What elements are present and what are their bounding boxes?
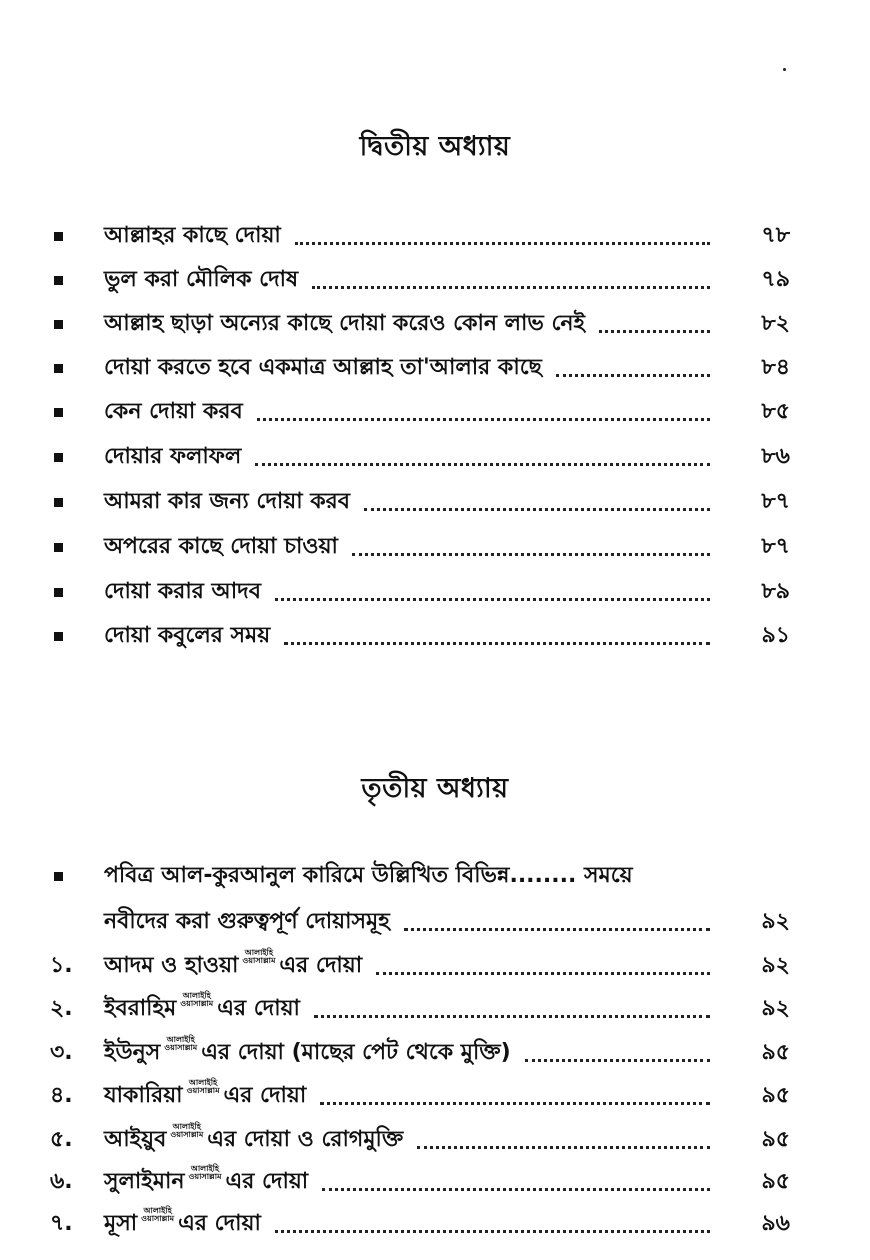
toc-entry (0, 572, 870, 612)
toc-entry (0, 946, 870, 986)
bullet-icon (54, 364, 63, 373)
honorific: আলাইহি ওয়াসাল্লাম (180, 991, 214, 1009)
entry-title (104, 1122, 403, 1159)
entry-title (104, 1078, 306, 1115)
toc-entry-intro (0, 856, 870, 896)
dot-leader (404, 928, 710, 931)
entry-page: ৯৫ (761, 1039, 790, 1065)
entry-page: ৯২ (761, 952, 790, 978)
toc-entry (0, 989, 870, 1029)
toc-entry (0, 260, 870, 300)
dot-leader (320, 1102, 710, 1105)
entry-title: ভুল করা মৌলিক দোষ (104, 266, 299, 292)
toc-entry (0, 1120, 870, 1160)
honorific: আলাইহি ওয়াসাল্লাম (170, 1122, 204, 1140)
entry-page: ৮২ (761, 310, 790, 336)
entry-page: ৯৫ (761, 1168, 790, 1194)
toc-entry (0, 1204, 870, 1244)
entry-title: অপরের কাছে দোয়া চাওয়া (104, 533, 338, 559)
entry-page: ৯৬ (761, 1210, 790, 1236)
chapter3-heading: তৃতীয় অধ্যায় (361, 773, 509, 804)
toc-entry (0, 527, 870, 567)
toc-entry (0, 348, 870, 388)
bullet-icon (54, 872, 63, 881)
prophet-name: যাকারিয়া (104, 1082, 183, 1108)
bullet-icon (54, 320, 63, 329)
entry-page: ৭৮ (761, 222, 790, 248)
dot-leader (322, 1188, 710, 1191)
prophet-name: সুলাইমান (104, 1168, 185, 1194)
bullet-icon (54, 453, 63, 462)
entry-suffix: এর দোয়া (178, 1210, 261, 1236)
bullet-icon (54, 232, 63, 241)
dot-leader (275, 1230, 710, 1233)
entry-suffix: এর দোয়া ও রোগমুক্তি (207, 1126, 404, 1152)
entry-title-line2: নবীদের করা গুরুত্বপূর্ণ দোয়াসমূহ (104, 908, 390, 934)
entry-page: ৯২ (761, 908, 790, 934)
entry-number: ৭. (50, 1210, 73, 1236)
toc-entry (0, 482, 870, 522)
honorific: আলাইহি ওয়াসাল্লাম (186, 1078, 220, 1096)
toc-entry (0, 1162, 870, 1202)
dot-leader (376, 972, 710, 975)
entry-number: ৬. (50, 1168, 73, 1194)
entry-title (104, 991, 300, 1028)
dot-leader (352, 553, 710, 556)
entry-suffix: এর দোয়া (225, 1168, 309, 1194)
bullet-icon (54, 408, 63, 417)
dot-leader (314, 1015, 710, 1018)
entry-title: দোয়া কবুলের সময় (104, 622, 271, 648)
toc-entry (0, 1033, 870, 1073)
prophet-name: ইবরাহিম (104, 995, 177, 1021)
entry-suffix: এর দোয়া (মাছের পেট থেকে মুক্তি) (201, 1039, 511, 1065)
bullet-icon (54, 498, 63, 507)
dot-leader (599, 330, 710, 333)
dot-leader (417, 1146, 710, 1149)
toc-entry (0, 437, 870, 477)
entry-title: দোয়া করতে হবে একমাত্র আল্লাহ তা'আলার কাছে (104, 354, 542, 380)
dot-leader (284, 642, 710, 645)
honorific: আলাইহি ওয়াসাল্লাম (188, 1164, 222, 1182)
entry-number: ৩. (50, 1039, 73, 1065)
entry-title (104, 1164, 308, 1201)
entry-title-line1: পবিত্র আল-কুরআনুল কারিমে উল্লিখিত বিভিন্ন........ সময়ে (104, 862, 633, 888)
prophet-name: আইয়ুব (104, 1126, 167, 1152)
bullet-icon (54, 276, 63, 285)
entry-number: ২. (50, 995, 73, 1021)
toc-entry-intro-cont (0, 902, 870, 942)
entry-number: ৪. (50, 1082, 73, 1108)
entry-title: দোয়া করার আদব (104, 578, 261, 604)
dot-leader (312, 286, 710, 289)
entry-number: ৫. (50, 1126, 73, 1152)
dot-leader (255, 463, 710, 466)
entry-title: আল্লাহর কাছে দোয়া (104, 222, 281, 248)
entry-suffix: এর দোয়া (279, 952, 363, 978)
dot-leader (525, 1059, 710, 1062)
toc-entry (0, 304, 870, 344)
entry-page: ৮৭ (761, 533, 790, 559)
toc-entry (0, 1076, 870, 1116)
entry-number: ১. (50, 952, 73, 978)
entry-title: আল্লাহ ছাড়া অন্যের কাছে দোয়া করেও কোন লাভ নেই (104, 310, 585, 336)
toc-entry (0, 216, 870, 256)
entry-title (104, 1206, 261, 1243)
prophet-name: মূসা (104, 1210, 138, 1236)
entry-title: আমরা কার জন্য দোয়া করব (104, 488, 351, 514)
entry-page: ৯১ (761, 622, 790, 648)
dot-leader (275, 598, 710, 601)
entry-page: ৭৯ (761, 266, 790, 292)
chapter2-heading: দ্বিতীয় অধ্যায় (359, 131, 511, 162)
prophet-name: আদম ও হাওয়া (104, 952, 239, 978)
entry-page: ৮৪ (761, 354, 790, 380)
honorific: আলাইহি ওয়াসাল্লাম (242, 948, 276, 966)
toc-entry (0, 616, 870, 656)
entry-page: ৯২ (761, 995, 790, 1021)
entry-page: ৯৫ (761, 1082, 790, 1108)
entry-page: ৮৬ (761, 443, 790, 469)
entry-suffix: এর দোয়া (217, 995, 300, 1021)
ink-speck (783, 68, 786, 71)
bullet-icon (54, 543, 63, 552)
entry-page: ৮৯ (761, 578, 790, 604)
entry-title (104, 948, 362, 985)
bullet-icon (54, 632, 63, 641)
entry-suffix: এর দোয়া (223, 1082, 307, 1108)
bullet-icon (54, 588, 63, 597)
toc-entry (0, 392, 870, 432)
prophet-name: ইউনুস (104, 1039, 161, 1065)
dot-leader (364, 508, 710, 511)
entry-page: ৮৭ (761, 488, 790, 514)
entry-page: ৯৫ (761, 1126, 790, 1152)
entry-title (104, 1035, 511, 1072)
dot-leader (295, 242, 710, 245)
dot-leader (257, 418, 710, 421)
honorific: আলাইহি ওয়াসাল্লাম (164, 1035, 198, 1053)
dot-leader (556, 374, 710, 377)
honorific: আলাইহি ওয়াসাল্লাম (141, 1206, 175, 1224)
entry-title: দোয়ার ফলাফল (104, 443, 242, 469)
entry-title: কেন দোয়া করব (104, 398, 243, 424)
entry-page: ৮৫ (761, 398, 790, 424)
